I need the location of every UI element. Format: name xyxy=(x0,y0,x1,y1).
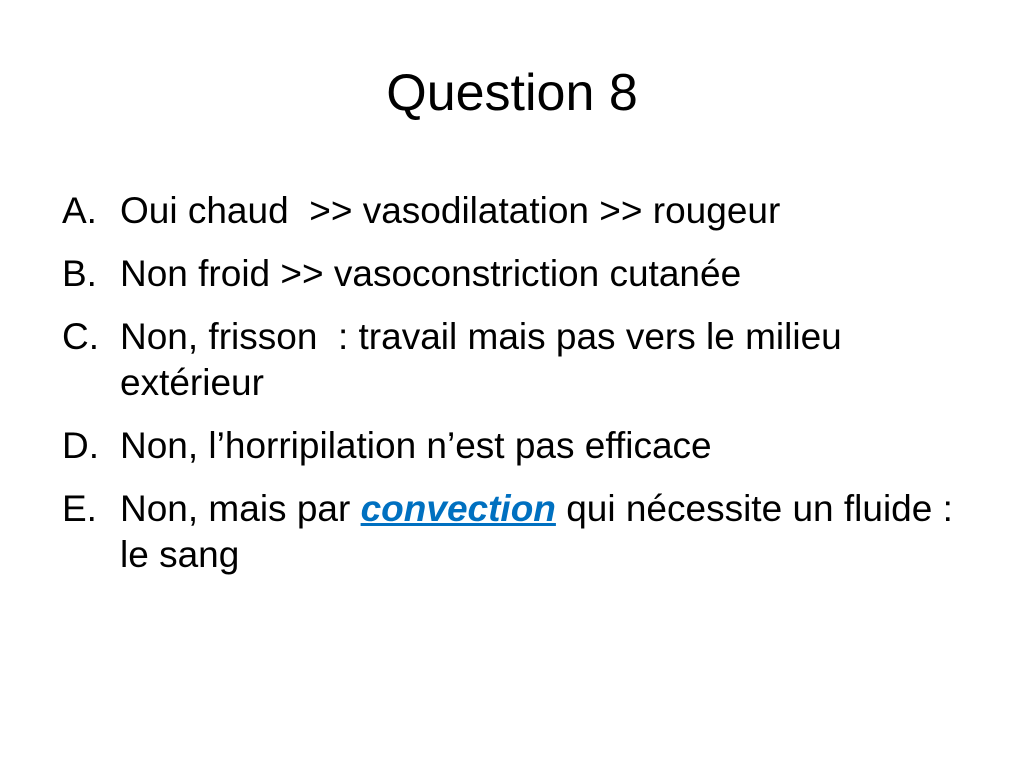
answer-text: Non, frisson : travail mais pas vers le milieu extérieur xyxy=(120,316,853,403)
answer-letter: D. xyxy=(62,425,99,466)
answer-letter: B. xyxy=(62,253,97,294)
answer-text: Non froid >> vasoconstriction cutanée xyxy=(120,253,742,294)
answer-list xyxy=(62,188,962,595)
answer-text: Non, l’horripilation n’est pas efficace xyxy=(120,425,712,466)
answer-text-after: qui nécessite un fluide : le sang xyxy=(120,488,964,575)
slide-title: Question 8 xyxy=(386,64,638,122)
answer-e xyxy=(62,486,962,578)
answer-text: Oui chaud >> vasodilatation >> rougeur xyxy=(120,190,781,231)
answer-c xyxy=(62,314,962,406)
answer-letter: E. xyxy=(62,488,97,529)
answer-d xyxy=(62,423,962,469)
answer-a xyxy=(62,188,962,234)
answer-text-before: Non, mais par xyxy=(120,488,361,529)
convection-link[interactable]: convection xyxy=(360,488,556,529)
answer-b xyxy=(62,251,962,297)
answer-text xyxy=(120,486,962,578)
answer-letter: A. xyxy=(62,190,97,231)
answer-letter: C. xyxy=(62,316,99,357)
